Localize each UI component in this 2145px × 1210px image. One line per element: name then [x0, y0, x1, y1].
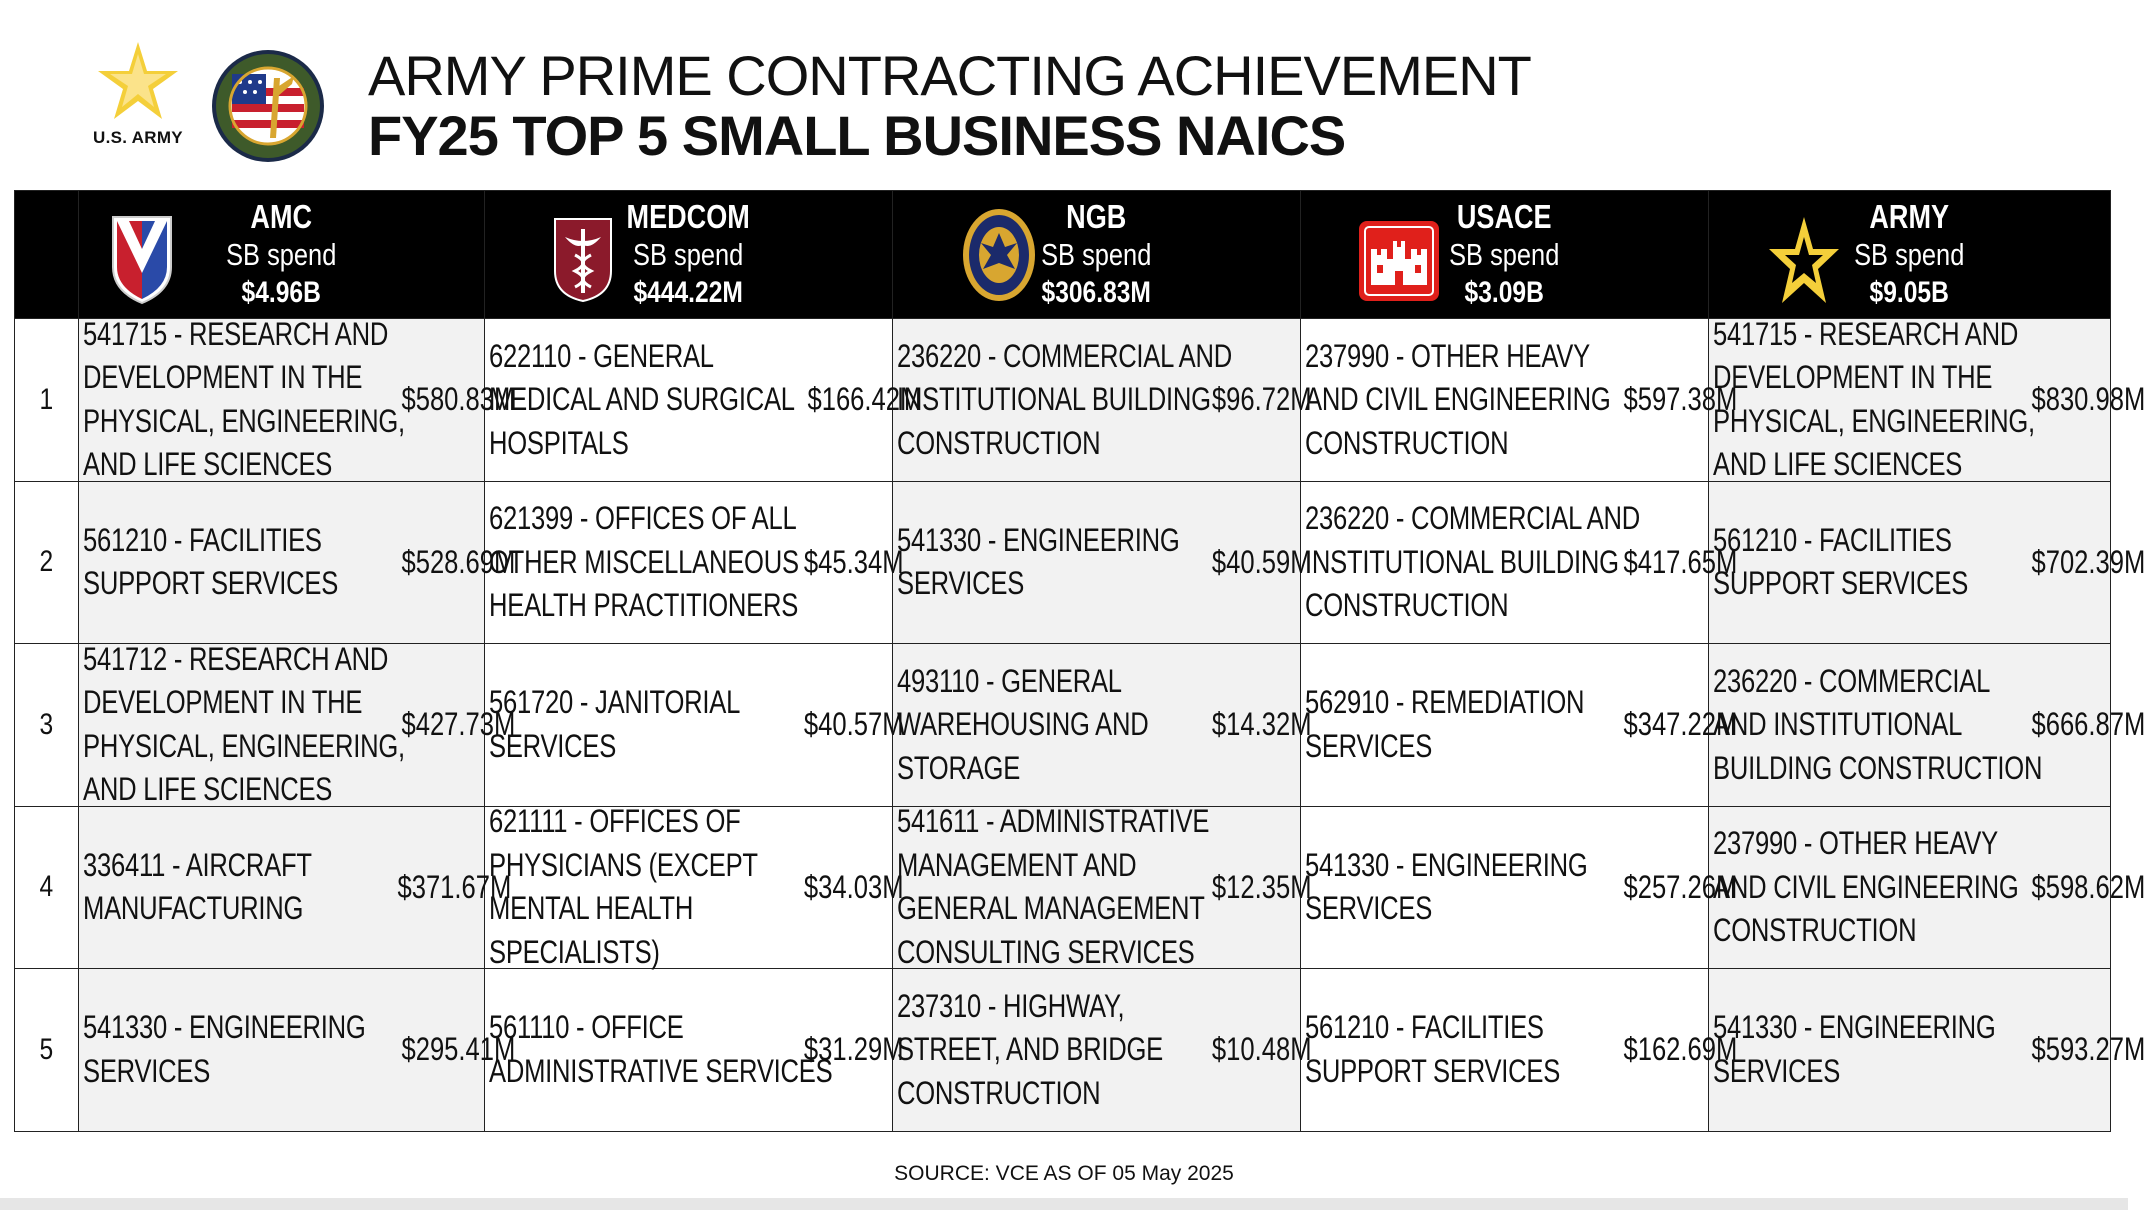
naics-cell-ngb [893, 969, 1312, 1132]
army-logo-text: U.S. ARMY [93, 128, 183, 147]
naics-line: WAREHOUSING AND [897, 706, 1149, 742]
medcom-caduceus-icon [551, 215, 615, 303]
naics-line: 236220 - COMMERCIAL AND [897, 337, 1232, 374]
rank-cell [15, 644, 79, 807]
naics-amount: $166.42M [807, 381, 922, 418]
naics-line: MANAGEMENT AND [897, 846, 1137, 883]
naics-line: SUPPORT SERVICES [1713, 565, 1969, 602]
column-name: MEDCOM [626, 197, 751, 235]
small-business-seal-logo [210, 48, 326, 164]
rank-number: 4 [39, 870, 54, 904]
naics-amount: $45.34M [803, 543, 904, 580]
naics-line: SUPPORT SERVICES [83, 565, 339, 602]
naics-line: INSTITUTIONAL BUILDING [897, 381, 1211, 417]
column-name: NGB [1066, 197, 1127, 235]
naics-amount: $295.41M [401, 1031, 516, 1068]
naics-line: CONSTRUCTION [1713, 912, 1917, 948]
naics-table-grid [14, 190, 2145, 1132]
naics-amount: $162.69M [1623, 1031, 1738, 1068]
naics-line: 541330 - ENGINEERING [83, 1009, 366, 1046]
naics-line: AND INSTITUTIONAL [1713, 706, 1963, 742]
naics-line: 541712 - RESEARCH AND [83, 640, 389, 677]
naics-amount: $12.35M [1211, 868, 1312, 905]
source-note: SOURCE: VCE AS OF 05 May 2025 [894, 1162, 1234, 1185]
naics-amount: $598.62M [2031, 868, 2145, 905]
naics-line: STORAGE [897, 749, 1021, 786]
naics-line: 561720 - JANITORIAL [489, 684, 741, 721]
naics-line: 541715 - RESEARCH AND [83, 315, 389, 352]
naics-line: 236220 - COMMERCIAL AND [1305, 500, 1640, 536]
naics-line: MEDICAL AND SURGICAL [489, 381, 795, 417]
sb-spend-label: SB spend [1854, 236, 1965, 272]
naics-line: 621111 - OFFICES OF [489, 803, 741, 840]
naics-cell-army [1709, 806, 2145, 969]
sb-spend-amount: $9.05B [1869, 275, 1950, 309]
naics-line: HOSPITALS [489, 424, 629, 461]
naics-cell-army [1709, 481, 2145, 644]
naics-line: MENTAL HEALTH [489, 890, 694, 927]
naics-description [897, 519, 1180, 606]
naics-line: PHYSICAL, ENGINEERING, [1713, 402, 2035, 439]
naics-cell-usace [1301, 481, 1738, 644]
naics-description [83, 313, 405, 487]
sb-spend-amount: $3.09B [1464, 275, 1545, 309]
naics-line: INSTITUTIONAL BUILDING [1305, 543, 1619, 580]
naics-cell-amc [79, 315, 516, 483]
naics-description [489, 681, 741, 768]
title-line-2: FY25 TOP 5 SMALL BUSINESS NAICS [368, 104, 1346, 167]
naics-description [1305, 335, 1611, 466]
rank-header-cell [15, 191, 79, 319]
naics-amount: $347.22M [1623, 706, 1738, 743]
naics-line: 237310 - HIGHWAY, [897, 987, 1125, 1024]
naics-amount: $40.59M [1211, 543, 1312, 580]
army-star-logo-icon [96, 40, 180, 122]
table-row [15, 481, 2111, 644]
naics-line: 561110 - OFFICE [489, 1009, 684, 1046]
naics-amount: $14.32M [1211, 706, 1312, 743]
naics-cell-usace [1301, 969, 1738, 1132]
naics-cell-ngb [893, 481, 1312, 644]
column-header-medcom [485, 191, 893, 319]
naics-amount: $40.57M [803, 706, 904, 743]
naics-description [1305, 681, 1585, 768]
naics-cell-army [1709, 644, 2145, 807]
naics-cell-medcom [485, 644, 904, 807]
naics-cell-usace [1301, 806, 1738, 969]
naics-line: DEVELOPMENT IN THE [1713, 359, 1993, 396]
naics-line: 541330 - ENGINEERING [1305, 846, 1588, 883]
sb-spend-label: SB spend [226, 236, 337, 272]
us-army-logo [88, 40, 188, 160]
naics-line: 541330 - ENGINEERING [1713, 1009, 1996, 1046]
naics-cell-amc [79, 969, 516, 1132]
naics-line: DEVELOPMENT IN THE [83, 359, 363, 396]
naics-line: PHYSICAL, ENGINEERING, [83, 402, 405, 439]
naics-cell-amc [79, 640, 516, 808]
naics-amount: $10.48M [1211, 1031, 1312, 1068]
naics-line: BUILDING CONSTRUCTION [1713, 749, 2043, 786]
table-row [15, 969, 2111, 1132]
table-row [15, 319, 2111, 482]
naics-line: AND LIFE SCIENCES [83, 771, 333, 808]
naics-amount: $666.87M [2031, 706, 2145, 743]
naics-line: CONSTRUCTION [897, 424, 1101, 461]
naics-amount: $427.73M [401, 706, 516, 743]
naics-line: SUPPORT SERVICES [1305, 1052, 1561, 1089]
naics-amount: $702.39M [2031, 543, 2145, 580]
ngb-seal-icon [961, 207, 1037, 303]
naics-description [1713, 313, 2035, 487]
naics-description [1713, 660, 2043, 791]
naics-amount: $257.26M [1623, 868, 1738, 905]
naics-description [83, 519, 339, 606]
naics-line: SERVICES [83, 1052, 211, 1089]
naics-cell-army [1709, 969, 2145, 1132]
naics-line: DEVELOPMENT IN THE [83, 684, 363, 721]
naics-line: OTHER MISCELLANEOUS [489, 543, 799, 580]
naics-line: 336411 - AIRCRAFT [83, 846, 312, 883]
naics-amount: $528.69M [401, 543, 516, 580]
naics-line: GENERAL MANAGEMENT [897, 890, 1205, 927]
usace-castle-icon [1357, 219, 1441, 303]
table-header-row [15, 191, 2111, 319]
amc-shield-icon [109, 213, 175, 305]
naics-line: 237990 - OTHER HEAVY [1305, 337, 1590, 374]
sb-spend-amount: $4.96B [241, 275, 322, 309]
naics-line: SERVICES [1305, 727, 1433, 764]
naics-description [489, 800, 758, 974]
naics-line: 561210 - FACILITIES [83, 521, 322, 558]
naics-amount: $417.65M [1623, 543, 1738, 580]
naics-cell-army [1709, 315, 2145, 483]
naics-description [1305, 844, 1588, 931]
sb-spend-label: SB spend [1041, 236, 1152, 272]
rank-number: 1 [39, 382, 54, 416]
naics-line: CONSULTING SERVICES [897, 933, 1195, 970]
naics-line: ADMINISTRATIVE SERVICES [489, 1052, 833, 1089]
naics-line: STREET, AND BRIDGE [897, 1031, 1163, 1067]
naics-line: 562910 - REMEDIATION [1305, 684, 1585, 721]
naics-line: AND CIVIL ENGINEERING [1305, 381, 1611, 417]
naics-description [83, 1006, 366, 1093]
naics-amount: $593.27M [2031, 1031, 2145, 1068]
column-header-ngb [893, 191, 1301, 319]
naics-line: SERVICES [489, 727, 617, 764]
column-name: USACE [1457, 197, 1552, 235]
naics-amount: $96.72M [1211, 381, 1312, 418]
table-body [15, 315, 2145, 1132]
naics-cell-ngb [893, 803, 1312, 970]
rank-cell [15, 481, 79, 644]
page-title [368, 46, 1531, 166]
table-row [15, 806, 2111, 969]
naics-line: 621399 - OFFICES OF ALL [489, 500, 797, 536]
rank-cell [15, 806, 79, 969]
naics-line: 561210 - FACILITIES [1713, 521, 1952, 558]
column-name: AMC [250, 197, 313, 235]
naics-cell-usace [1301, 319, 1738, 482]
naics-line: PHYSICAL, ENGINEERING, [83, 727, 405, 764]
naics-line: SERVICES [1713, 1052, 1841, 1089]
naics-line: 493110 - GENERAL [897, 662, 1122, 699]
naics-description [1305, 497, 1640, 628]
naics-cell-usace [1301, 644, 1738, 807]
naics-line: PHYSICIANS (EXCEPT [489, 846, 758, 883]
naics-line: AND CIVIL ENGINEERING [1713, 868, 2019, 905]
sb-spend-label: SB spend [1449, 236, 1560, 272]
column-header-amc [79, 191, 485, 319]
naics-description [1713, 1006, 1996, 1093]
sb-spend-amount: $306.83M [1041, 275, 1152, 309]
naics-description [83, 844, 312, 931]
naics-cell-ngb [893, 644, 1312, 807]
naics-amount: $597.38M [1623, 381, 1738, 418]
naics-amount: $371.67M [397, 868, 512, 905]
naics-line: 237990 - OTHER HEAVY [1713, 825, 1998, 861]
naics-cell-amc [79, 481, 516, 644]
naics-line: CONSTRUCTION [1305, 587, 1509, 623]
naics-table [14, 190, 2145, 1130]
army-star-icon [1767, 215, 1841, 307]
naics-cell-medcom [485, 481, 904, 644]
seal-icon [210, 48, 326, 164]
rank-number: 5 [39, 1032, 54, 1066]
rank-number: 3 [39, 707, 54, 741]
column-name: ARMY [1869, 197, 1950, 235]
naics-description [897, 985, 1163, 1116]
naics-amount: $34.03M [803, 868, 904, 905]
naics-cell-amc [79, 806, 512, 969]
naics-cell-medcom [485, 969, 904, 1132]
rank-cell [15, 969, 79, 1132]
column-header-usace [1301, 191, 1709, 319]
naics-description [489, 335, 795, 466]
naics-cell-ngb [893, 319, 1312, 482]
naics-description [1713, 519, 1969, 606]
naics-line: 541611 - ADMINISTRATIVE [897, 803, 1210, 840]
column-header-army [1709, 191, 2111, 319]
naics-line: MANUFACTURING [83, 890, 304, 927]
naics-line: CONSTRUCTION [1305, 424, 1509, 461]
naics-line: HEALTH PRACTITIONERS [489, 587, 799, 623]
sb-spend-amount: $444.22M [633, 275, 744, 309]
naics-amount: $830.98M [2031, 381, 2145, 418]
naics-cell-medcom [485, 319, 922, 482]
naics-description [897, 800, 1210, 974]
naics-line: CONSTRUCTION [897, 1074, 1101, 1111]
naics-amount: $31.29M [803, 1031, 904, 1068]
naics-amount: $580.83M [401, 381, 516, 418]
naics-line: 561210 - FACILITIES [1305, 1009, 1544, 1046]
naics-description [83, 638, 405, 812]
naics-cell-medcom [485, 803, 904, 970]
sb-spend-label: SB spend [633, 236, 744, 272]
naics-description [897, 335, 1232, 466]
naics-description [1713, 822, 2019, 953]
naics-line: 541715 - RESEARCH AND [1713, 315, 2019, 352]
naics-description [489, 1006, 833, 1093]
naics-line: SPECIALISTS) [489, 933, 660, 970]
naics-line: SERVICES [897, 565, 1025, 602]
footer-bar [0, 1198, 2128, 1210]
naics-description [897, 660, 1149, 791]
naics-line: AND LIFE SCIENCES [1713, 446, 1963, 483]
rank-number: 2 [39, 545, 54, 579]
naics-description [1305, 1006, 1561, 1093]
naics-line: 236220 - COMMERCIAL [1713, 662, 1991, 699]
naics-line: 541330 - ENGINEERING [897, 521, 1180, 558]
naics-line: AND LIFE SCIENCES [83, 446, 333, 483]
naics-description [489, 497, 799, 628]
rank-cell [15, 319, 79, 482]
naics-line: SERVICES [1305, 890, 1433, 927]
table-row [15, 644, 2111, 807]
title-line-1: ARMY PRIME CONTRACTING ACHIEVEMENT [368, 44, 1531, 107]
naics-line: 622110 - GENERAL [489, 337, 714, 374]
